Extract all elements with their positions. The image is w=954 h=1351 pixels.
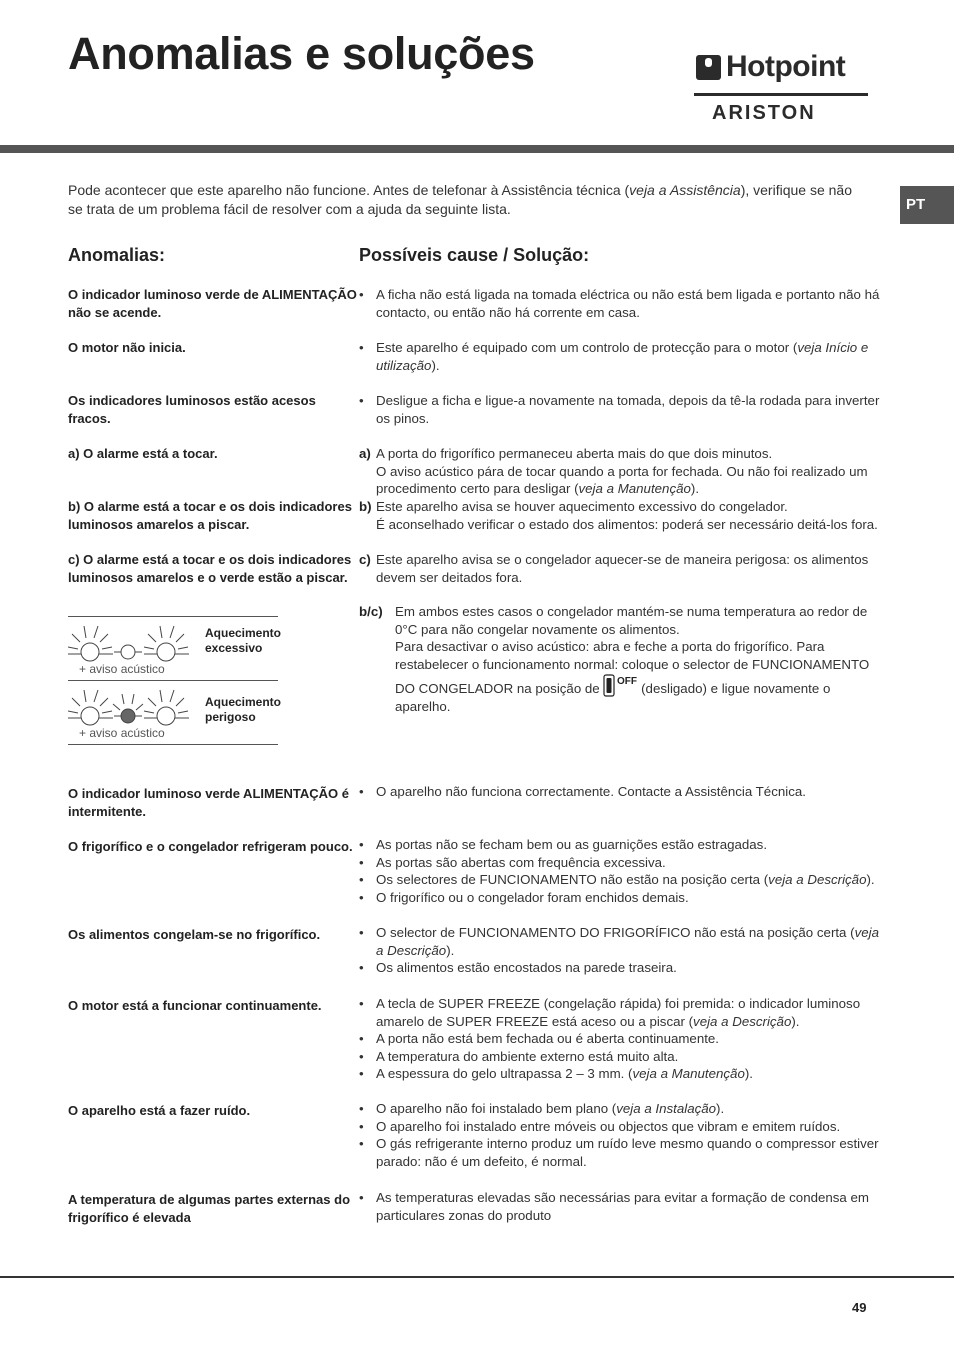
problems-heading: Anomalias: — [68, 245, 166, 265]
solution-item: b) Este aparelho avisa se houver aquecimento excessivo do congelador. — [359, 499, 788, 514]
solution-item: • O aparelho não foi instalado bem plano (veja a Instalação). — [359, 1100, 884, 1118]
solution-item: • A espessura do gelo ultrapassa 2 – 3 mm. (veja a Manutenção). — [359, 1065, 884, 1083]
solution-item: c) Este aparelho avisa se o congelador aquecer-se de maneira perigosa: os alimentos devem ser deitados fora. — [359, 552, 869, 585]
solution-item: • A tecla de SUPER FREEZE (congelação rápida) foi premida: o indicador luminoso amarelo de SUPER FREEZE está aceso ou a piscar (veja a Descrição). — [359, 995, 884, 1030]
diagram-rule — [68, 680, 278, 681]
solution-item: • A porta não está bem fechada ou é aberta continuamente. — [359, 1030, 884, 1048]
language-tab: PT — [900, 186, 954, 224]
solution-food-freezing — [359, 924, 884, 977]
hotpoint-ariston-logo — [692, 52, 870, 124]
solution-no-power-light — [359, 286, 884, 321]
solution-motor-not-starting — [359, 339, 884, 374]
solution-item: • O aparelho não funciona correctamente. Contacte a Assistência Técnica. — [359, 783, 884, 801]
intro-paragraph — [68, 181, 868, 219]
solution-item: • O selector de FUNCIONAMENTO DO FRIGORÍFICO não está na posição certa (veja a Descrição). — [359, 924, 884, 959]
solution-dim-lights — [359, 392, 884, 427]
acoustic-warning-note: + aviso acústico — [79, 726, 165, 740]
solution-item: • As temperaturas elevadas são necessárias para evitar a formação de condensa em particulares zonas do produto — [359, 1189, 884, 1224]
intro-reference: veja a Assistência — [629, 182, 741, 198]
logo-sub-brand: ARISTON — [712, 102, 816, 124]
acoustic-warning-note: + aviso acústico — [79, 662, 165, 676]
solution-item: a) A porta do frigorífico permaneceu aberta mais do que dois minutos. — [359, 446, 773, 461]
solution-alarm-a — [359, 445, 884, 498]
solution-item: • Desligue a ficha e ligue-a novamente na tomada, depois da tê-la rodada para inverter os pinos. — [359, 392, 884, 427]
solution-alarm-bc — [359, 603, 884, 715]
problem-motor-running-continuously: O motor está a funcionar continuamente. — [68, 998, 322, 1013]
solution-item: • O gás refrigerante interno produz um ruído leve mesmo quando o compressor estiver parado: não é um defeito, é normal. — [359, 1135, 884, 1170]
intro-text: ), verifique se não se trata de um problema fácil de resolver com a ajuda da seguinte lista. — [68, 182, 852, 217]
solution-item: • As portas não se fecham bem ou as guarnições estão estragadas. — [359, 836, 884, 854]
solution-item: • Este aparelho é equipado com um controlo de protecção para o motor (veja Início e utilização). — [359, 339, 884, 374]
solution-power-light-blinking — [359, 783, 884, 801]
intro-text: Pode acontecer que este aparelho não funcione. Antes de telefonar à Assistência técnica ( — [68, 182, 630, 198]
solution-noise — [359, 1100, 884, 1170]
page-number: 49 — [852, 1300, 867, 1315]
diagram-rule — [68, 616, 278, 617]
problem-hot-external-parts: A temperatura de algumas partes externas do frigorífico é elevada — [68, 1192, 351, 1225]
off-position-icon — [603, 673, 637, 697]
solution-item: b/c) Em ambos estes casos o congelador mantém-se numa temperatura ao redor de 0°C para não congelar novamente os alimentos. — [359, 604, 868, 637]
solution-alarm-c — [359, 551, 884, 586]
logo-divider — [694, 93, 868, 96]
solution-item: É aconselhado verificar o estado dos alimentos: poderá ser necessário deitá-los fora. — [376, 516, 878, 532]
solution-item: • A ficha não está ligada na tomada eléctrica ou não está bem ligada e portanto não há contacto, ou então não há corrente em casa. — [359, 286, 884, 321]
solution-hot-external-parts — [359, 1189, 884, 1224]
solution-item: Para desactivar o aviso acústico: abra e feche a porta do frigorífico. Para restabelecer o funcionamento normal: coloque o selector de FUNCIONAMENTO DO CONGELADOR na posição de OFF (desligado) e ligue novamente o aparelho. — [395, 639, 870, 714]
solution-item: • Os alimentos estão encostados na parede traseira. — [359, 959, 884, 977]
problem-alarm-c: c) O alarme está a tocar e os dois indicadores luminosos amarelos e o verde estão a piscar. — [68, 552, 352, 585]
excessive-heating-label: Aquecimento excessivo — [205, 626, 282, 655]
solution-alarm-b — [359, 498, 884, 533]
off-label: OFF — [617, 676, 638, 687]
problem-alarm-a: a) O alarme está a tocar. — [68, 446, 218, 461]
problem-food-freezing: Os alimentos congelam-se no frigorífico. — [68, 927, 321, 942]
solution-item: • O frigorífico ou o congelador foram enchidos demais. — [359, 889, 884, 907]
header-rule — [0, 145, 954, 153]
logo-brand: Hotpoint — [726, 50, 846, 83]
solution-item: • O aparelho foi instalado entre móveis ou objectos que vibram e emitem ruídos. — [359, 1118, 884, 1136]
problem-dim-lights: Os indicadores luminosos estão acesos fracos. — [68, 393, 316, 426]
hotpoint-logo-icon — [696, 55, 721, 80]
footer-rule — [0, 1276, 954, 1278]
solution-motor-running-continuously — [359, 995, 884, 1083]
indicator-diagram — [68, 616, 282, 746]
problem-noise: O aparelho está a fazer ruído. — [68, 1103, 251, 1118]
problem-no-power-light: O indicador luminoso verde de ALIMENTAÇÃO não se acende. — [68, 287, 357, 320]
problem-motor-not-starting: O motor não inicia. — [68, 340, 186, 355]
page-title: Anomalias e soluções — [68, 28, 535, 79]
solution-item: • Os selectores de FUNCIONAMENTO não estão na posição certa (veja a Descrição). — [359, 871, 884, 889]
diagram-rule — [68, 744, 278, 745]
solution-item: • A temperatura do ambiente externo está muito alta. — [359, 1048, 884, 1066]
problem-power-light-blinking: O indicador luminoso verde ALIMENTAÇÃO é intermitente. — [68, 786, 349, 819]
solution-item: O aviso acústico pára de tocar quando a porta for fechada. Ou não foi realizado um procedimento certo para desligar (veja a Manutenção). — [376, 463, 868, 496]
solution-poor-cooling — [359, 836, 884, 906]
solutions-heading: Possíveis cause / Solução: — [359, 245, 590, 265]
problem-alarm-b: b) O alarme está a tocar e os dois indicadores luminosos amarelos a piscar. — [68, 499, 352, 532]
solution-item: • As portas são abertas com frequência excessiva. — [359, 854, 884, 872]
problem-poor-cooling: O frigorífico e o congelador refrigeram pouco. — [68, 839, 353, 854]
dangerous-heating-label: Aquecimento perigoso — [205, 695, 282, 724]
